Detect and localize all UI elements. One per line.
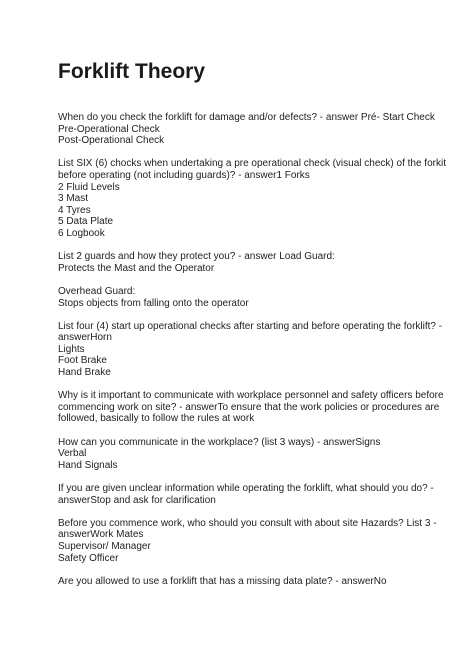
qa-block [58,158,458,239]
text-line: List four (4) start up operational checks after starting and before operating the forklift? - [58,320,443,332]
document-title: Forklift Theory [58,60,206,83]
qa-block [58,286,458,309]
text-line: answerHorn [58,332,112,344]
text-line: Overhead Guard: [58,285,136,297]
text-line: Lights [58,343,85,355]
qa-block [58,437,458,472]
qa-block [58,518,458,564]
text-line: Are you allowed to use a forklift that has a missing data plate? - answerNo [58,575,387,587]
text-line: Foot Brake [58,355,107,367]
text-line: answerWork Mates [58,529,144,541]
text-line: Why is it important to communicate with workplace personnel and safety officers before [58,390,444,402]
qa-block [58,390,458,425]
text-line: 4 Tyres [58,204,91,216]
text-line: List 2 guards and how they protect you? - answer Load Guard: [58,251,335,263]
qa-block [58,251,458,274]
text-line: Stops objects from falling onto the operator [58,297,249,309]
text-line: Safety Officer [58,552,119,564]
text-line: If you are given unclear information while operating the forklift, what should you do? - [58,483,434,494]
text-line: Protects the Mast and the Operator [58,262,215,274]
text-line: Pre-Operational Check [58,123,160,135]
text-line: Hand Signals [58,459,118,471]
text-line: Post-Operational Check [58,135,165,147]
text-line: How can you communicate in the workplace? (list 3 ways) - answerSigns [58,436,381,448]
text-line: 5 Data Plate [58,216,114,228]
text-line: 3 Mast [58,193,89,205]
text-line: Supervisor/ Manager [58,540,151,552]
text-line: Verbal [58,448,87,460]
qa-block [58,576,458,588]
document-body [58,112,458,599]
qa-block [58,483,458,506]
text-line: Before you commence work, who should you consult with about site Hazards? List 3 - [58,517,437,529]
text-line: 2 Fluid Levels [58,181,120,193]
text-line: List SIX (6) chocks when undertaking a pre operational check (visual check) of the forkit [58,158,446,170]
qa-block [58,321,458,379]
text-line: commencing work on site? - answerTo ensure that the work policies or procedures are [58,401,440,413]
text-line: followed, basically to follow the rules at work [58,413,255,425]
text-line: answerStop and ask for clarification [58,494,216,506]
text-line: When do you check the forklift for damage and/or defects? - answer Pré- Start Check [58,112,435,123]
text-line: before operating (not including guards)? - answer1 Forks [58,169,310,181]
text-line: Hand Brake [58,367,111,379]
text-line: 6 Logbook [58,227,105,239]
qa-block [58,112,458,147]
